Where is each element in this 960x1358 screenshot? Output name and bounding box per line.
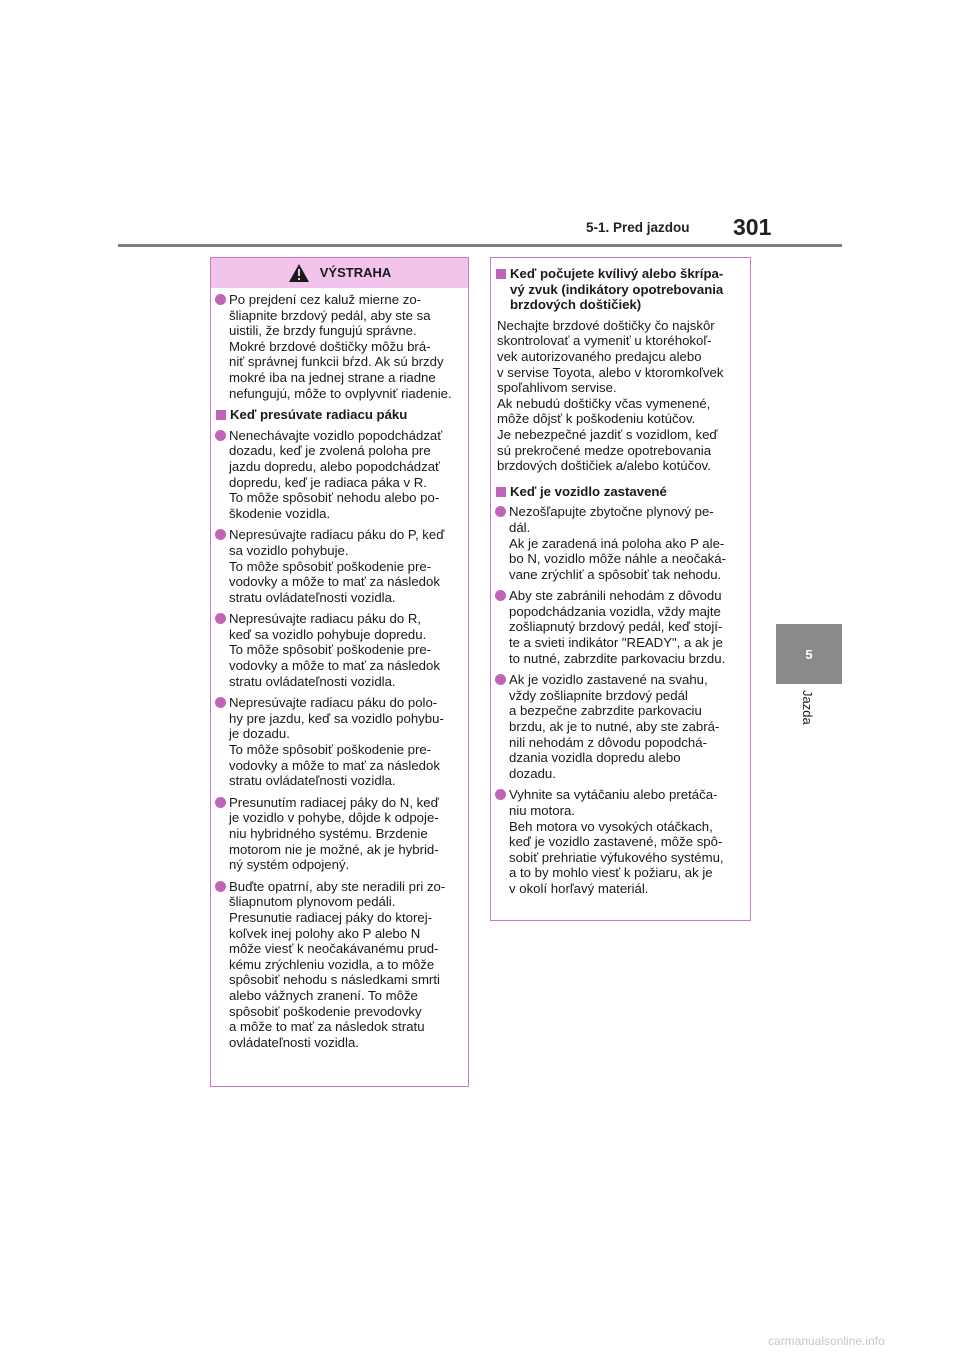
text-line: Nechajte brzdové doštičky čo najskôr bbox=[497, 317, 715, 333]
info-box bbox=[490, 257, 751, 921]
text-line: Nepresúvajte radiacu páku do P, keď bbox=[229, 527, 445, 543]
text-line: koľvek inej polohy ako P alebo N bbox=[229, 925, 421, 941]
text-line: vane zrýchliť a spôsobiť tak nehodu. bbox=[509, 566, 722, 582]
list-item bbox=[497, 504, 744, 582]
page-number: 301 bbox=[733, 214, 772, 240]
list-item bbox=[217, 695, 462, 789]
text-line: sobiť prehriatie výfukového systému, bbox=[509, 849, 724, 865]
header-rule bbox=[118, 244, 842, 247]
text-line: vodovky a môže to mať za následok bbox=[229, 658, 440, 674]
item-text bbox=[229, 428, 462, 522]
text-line: uistili, že brzdy fungujú správne. bbox=[229, 323, 417, 339]
text-line: dál. bbox=[509, 519, 531, 535]
text-line: spoľahlivom servise. bbox=[497, 380, 617, 396]
text-line: Mokré brzdové doštičky môžu brá- bbox=[229, 338, 431, 354]
text-line: jazdu dopredu, alebo popodchádzať bbox=[229, 458, 440, 474]
list-item bbox=[217, 879, 462, 1051]
text-line: spôsobiť poškodenie prevodovky bbox=[229, 1003, 422, 1019]
text-line: To môže spôsobiť poškodenie pre- bbox=[229, 642, 432, 658]
section-heading bbox=[497, 266, 744, 313]
text-line: nefungujú, môže to ovplyvniť riadenie. bbox=[229, 385, 452, 401]
text-line: vek autorizovaného predajcu alebo bbox=[497, 348, 702, 364]
text-line: spôsobiť nehodu s následkami smrti bbox=[229, 972, 440, 988]
bullet-icon bbox=[495, 789, 506, 800]
text-line: dozadu, keď je zvolená poloha pre bbox=[229, 443, 431, 459]
item-text bbox=[509, 787, 744, 896]
text-line: je dozadu. bbox=[229, 726, 290, 742]
text-line: brzdu, ak je to nutné, aby ste zabrá- bbox=[509, 719, 720, 735]
text-line: Ak je vozidlo zastavené na svahu, bbox=[509, 672, 708, 688]
text-line: Presunutie radiacej páky do ktorej- bbox=[229, 909, 433, 925]
bullet-icon bbox=[495, 506, 506, 517]
item-text bbox=[229, 695, 462, 789]
text-line: dopredu, keď je radiaca páka v R. bbox=[229, 474, 427, 490]
text-line: šliapnutom plynovom pedáli. bbox=[229, 894, 396, 910]
text-line: a bezpečne zabrzdite parkovaciu bbox=[509, 703, 702, 719]
bullet-icon bbox=[215, 294, 226, 305]
text-line: Nepresúvajte radiacu páku do polo- bbox=[229, 695, 438, 711]
text-line: dzania vozidla dopredu alebo bbox=[509, 750, 681, 766]
text-line: vždy zošliapnite brzdový pedál bbox=[509, 687, 688, 703]
list-item bbox=[497, 588, 744, 666]
text-line: Ak je zaradená iná poloha ako P ale- bbox=[509, 535, 725, 551]
text-line: bo N, vozidlo môže náhle a neočaká- bbox=[509, 551, 726, 567]
chapter-label: Jazda bbox=[800, 690, 815, 725]
text-line: vodovky a môže to mať za následok bbox=[229, 574, 440, 590]
text-line: mokré iba na jednej strane a riadne bbox=[229, 369, 436, 385]
text-line: zošliapnutý brzdový pedál, keď stojí- bbox=[509, 619, 723, 635]
text-line: Keď počujete kvílivý alebo škrípa- bbox=[510, 266, 724, 281]
square-bullet-icon bbox=[496, 487, 506, 497]
text-line: dozadu. bbox=[509, 765, 556, 781]
text-line: Presunutím radiacej páky do N, keď bbox=[229, 794, 439, 810]
text-line: Nenechávajte vozidlo popodchádzať bbox=[229, 427, 443, 443]
text-line: v servise Toyota, alebo v ktoromkoľvek bbox=[497, 364, 724, 380]
left-items bbox=[217, 428, 462, 1051]
text-line: Po prejdení cez kaluž mierne zo- bbox=[229, 292, 422, 307]
text-line: stratu ovládateľnosti vozidla. bbox=[229, 773, 396, 789]
text-line: To môže spôsobiť poškodenie pre- bbox=[229, 558, 432, 574]
warning-header bbox=[211, 258, 468, 288]
text-line: keď sa vozidlo pohybuje dopredu. bbox=[229, 626, 427, 642]
item-text bbox=[229, 527, 462, 605]
text-line: Nepresúvajte radiacu páku do R, bbox=[229, 611, 422, 627]
list-item bbox=[497, 787, 744, 896]
bullet-icon bbox=[215, 881, 226, 892]
text-line: a môže to mať za následok stratu bbox=[229, 1019, 425, 1035]
section-header: 5-1. Pred jazdou bbox=[586, 220, 690, 235]
text-line: môže viesť k neočakávanému prud- bbox=[229, 941, 439, 957]
text-line: kému zrýchleniu vozidla, a to môže bbox=[229, 956, 435, 972]
item-text bbox=[229, 879, 462, 1051]
bullet-icon bbox=[495, 674, 506, 685]
list-item bbox=[497, 672, 744, 781]
item-text bbox=[509, 504, 744, 582]
text-line: to nutné, zabrzdite parkovaciu brzdu. bbox=[509, 650, 726, 666]
list-item bbox=[217, 428, 462, 522]
text-line: vodovky a môže to mať za následok bbox=[229, 757, 440, 773]
item-text bbox=[229, 795, 462, 873]
text-line: Ak nebudú doštičky včas vymenené, bbox=[497, 395, 711, 411]
text-line: Beh motora vo vysokých otáčkach, bbox=[509, 818, 713, 834]
section-heading: Keď presúvate radiacu páku bbox=[217, 407, 462, 423]
item-text bbox=[509, 588, 744, 666]
text-line: niť správnej funkcii bŕzd. Ak sú brzdy bbox=[229, 354, 444, 370]
text-line: v okolí horľavý materiál. bbox=[509, 880, 649, 896]
text-line: brzdových doštičiek a/alebo kotúčov. bbox=[497, 458, 711, 474]
text-line: Buďte opatrní, aby ste neradili pri zo- bbox=[229, 878, 446, 894]
text-line: sú prekročené medze opotrebovania bbox=[497, 442, 712, 458]
item-text bbox=[229, 292, 462, 401]
text-line: je vozidlo v pohybe, dôjde k odpoje- bbox=[229, 810, 439, 826]
text-line: ný systém odpojený. bbox=[229, 857, 350, 873]
text-line: vý zvuk (indikátory opotrebovania bbox=[510, 281, 724, 297]
list-item bbox=[217, 292, 462, 401]
text-line: stratu ovládateľnosti vozidla. bbox=[229, 673, 396, 689]
list-item bbox=[217, 527, 462, 605]
list-item bbox=[217, 611, 462, 689]
text-line: Nezošľapujte zbytočne plynový pe- bbox=[509, 504, 714, 520]
bullet-icon bbox=[215, 797, 226, 808]
bullet-icon bbox=[215, 613, 226, 624]
square-bullet-icon bbox=[216, 410, 226, 420]
text-line: Vyhnite sa vytáčaniu alebo pretáča- bbox=[509, 787, 718, 803]
text-line: šliapnite brzdový pedál, aby ste sa bbox=[229, 307, 431, 323]
section-heading: Keď je vozidlo zastavené bbox=[497, 484, 744, 500]
chapter-tab: 5 bbox=[776, 624, 842, 684]
text-line: Je nebezpečné jazdiť s vozidlom, keď bbox=[497, 426, 718, 442]
text-line: Aby ste zabránili nehodám z dôvodu bbox=[509, 588, 722, 604]
square-bullet-icon bbox=[496, 269, 506, 279]
text-line: nili nehodám z dôvodu popodchá- bbox=[509, 734, 707, 750]
item-text bbox=[229, 611, 462, 689]
text-line: skontrolovať a vymeniť u ktoréhokoľ- bbox=[497, 333, 712, 349]
text-line: te a svieti indikátor "READY", a ak je bbox=[509, 635, 723, 651]
text-line: stratu ovládateľnosti vozidla. bbox=[229, 589, 396, 605]
warning-triangle-icon bbox=[288, 263, 310, 283]
bullet-icon bbox=[215, 529, 226, 540]
section-title-lines bbox=[510, 266, 744, 313]
paragraph bbox=[497, 318, 744, 474]
list-item bbox=[217, 795, 462, 873]
warning-box bbox=[210, 257, 469, 1087]
text-line: motorom nie je možné, ak je hybrid- bbox=[229, 841, 439, 857]
right-items bbox=[497, 504, 744, 896]
text-line: môže dôjsť k poškodeniu kotúčov. bbox=[497, 411, 696, 427]
warning-title: VÝSTRAHA bbox=[319, 265, 392, 281]
text-line: To môže spôsobiť poškodenie pre- bbox=[229, 742, 432, 758]
text-line: hy pre jazdu, keď sa vozidlo pohybu- bbox=[229, 710, 444, 726]
text-line: sa vozidlo pohybuje. bbox=[229, 542, 349, 558]
watermark: carmanualsonline.info bbox=[768, 1334, 885, 1348]
bullet-icon bbox=[215, 430, 226, 441]
text-line: keď je vozidlo zastavené, môže spô- bbox=[509, 834, 723, 850]
text-line: alebo vážnych zranení. To môže bbox=[229, 987, 418, 1003]
bullet-icon bbox=[215, 697, 226, 708]
text-line: ovládateľnosti vozidla. bbox=[229, 1034, 359, 1050]
bullet-icon bbox=[495, 590, 506, 601]
text-line: a to by mohlo viesť k požiaru, ak je bbox=[509, 865, 713, 881]
text-line: brzdových doštičiek) bbox=[510, 297, 642, 313]
text-line: To môže spôsobiť nehodu alebo po- bbox=[229, 490, 440, 506]
text-line: škodenie vozidla. bbox=[229, 505, 331, 521]
text-line: niu motora. bbox=[509, 803, 575, 818]
text-line: popodchádzania vozidla, vždy majte bbox=[509, 603, 721, 619]
text-line: niu hybridného systému. Brzdenie bbox=[229, 826, 428, 841]
item-text bbox=[509, 672, 744, 781]
